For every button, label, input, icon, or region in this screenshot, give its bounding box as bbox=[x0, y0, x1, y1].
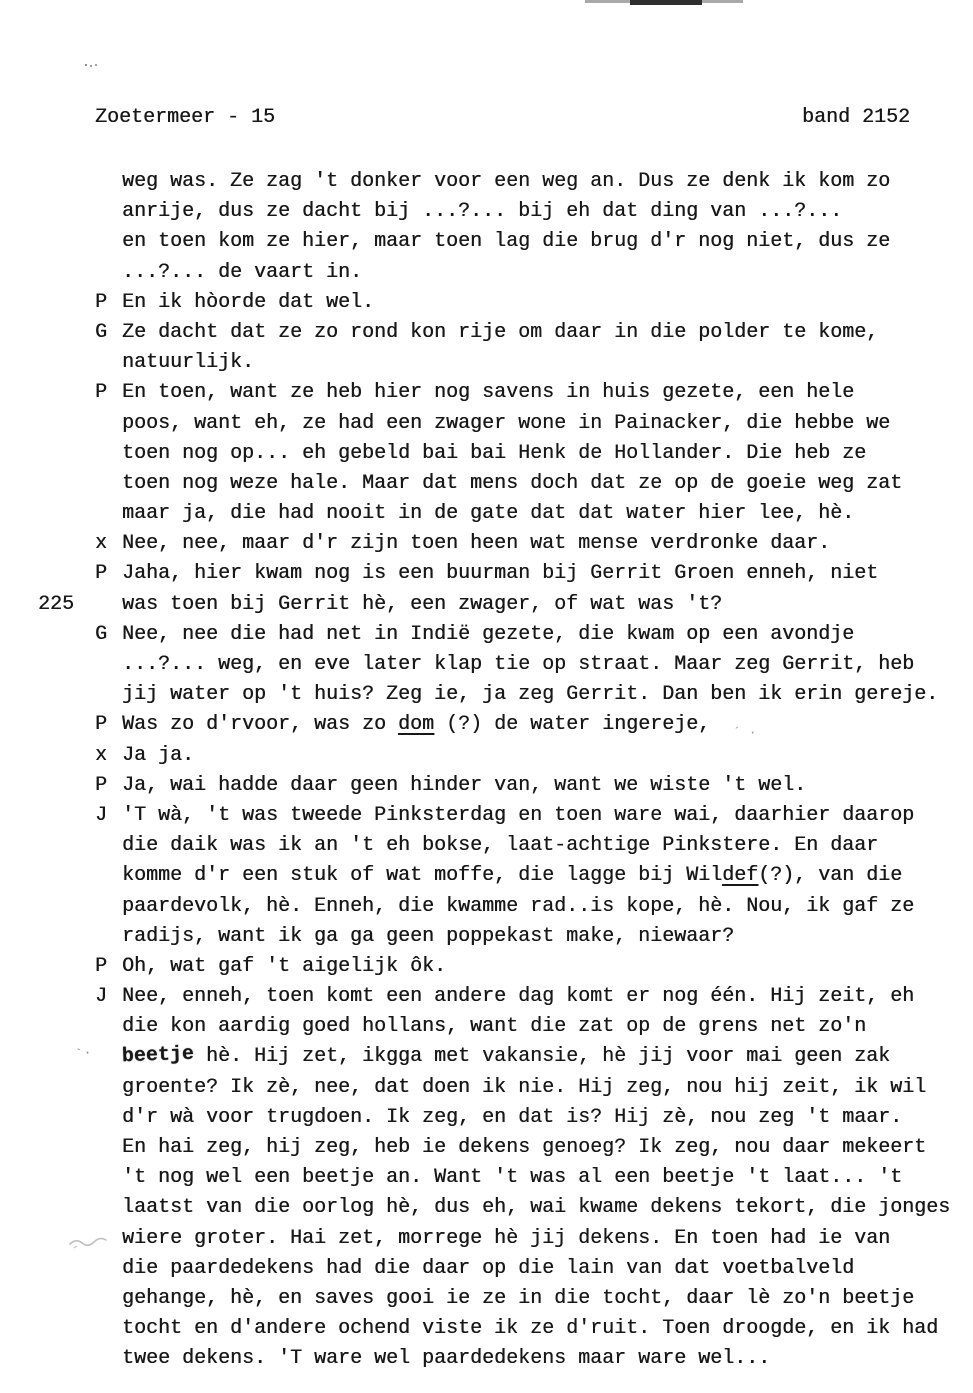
line-text bbox=[122, 288, 374, 318]
text-segment: natuurlijk. bbox=[122, 351, 255, 375]
text-segment: en toen kom ze hier, maar toen lag die brug d'r nog niet, dus ze bbox=[122, 230, 891, 254]
line-text bbox=[122, 197, 842, 227]
line-text bbox=[122, 227, 890, 257]
text-segment: 't nog wel een beetje an. Want 't was al een beetje 't laat... 't bbox=[122, 1166, 903, 1190]
transcript-line bbox=[0, 620, 973, 650]
transcript-line bbox=[0, 1163, 973, 1193]
transcript-line bbox=[0, 499, 973, 529]
transcript-line bbox=[0, 1073, 973, 1103]
line-text bbox=[122, 620, 854, 650]
speaker-label: P bbox=[95, 773, 108, 797]
transcript-line bbox=[0, 167, 973, 197]
transcript-line bbox=[0, 710, 973, 740]
transcript bbox=[0, 167, 973, 1375]
text-segment: Nee, nee, maar d'r zijn toen heen wat mense verdronke daar. bbox=[122, 532, 831, 556]
underlined-word: dom bbox=[398, 713, 435, 737]
line-text bbox=[122, 1103, 902, 1133]
transcript-line bbox=[0, 439, 973, 469]
text-segment: jij water op 't huis? Zeg ie, ja zeg Gerrit. Dan ben ik erin gereje. bbox=[122, 683, 939, 707]
line-text bbox=[122, 1284, 914, 1314]
text-segment: Ze dacht dat ze zo rond kon rije om daar in die polder te kome, bbox=[122, 320, 879, 344]
text-segment: twee dekens. 'T ware wel paardedekens maar ware wel... bbox=[122, 1347, 771, 1371]
transcript-line bbox=[0, 318, 973, 348]
line-text bbox=[122, 258, 362, 288]
text-segment: (?), van die bbox=[758, 864, 903, 888]
text-segment: die daik was ik an 't eh bokse, laat-achtige Pinkstere. En daar bbox=[122, 834, 879, 858]
text-segment: Nee, enneh, toen komt een andere dag komt er nog één. Hij zeit, eh bbox=[122, 985, 915, 1009]
transcript-line bbox=[0, 1224, 973, 1254]
line-text bbox=[122, 1042, 890, 1072]
transcript-line bbox=[0, 227, 973, 257]
text-segment: komme d'r een stuk of wat moffe, die lagge bij Wil bbox=[122, 864, 723, 888]
text-segment: Was zo d'rvoor, was zo bbox=[122, 713, 399, 737]
text-segment: hè. Hij zet, ikgga met vakansie, hè jij voor mai geen zak bbox=[194, 1045, 891, 1069]
speaker-label: P bbox=[95, 713, 108, 737]
text-segment: anrije, dus ze dacht bij ...?... bij eh dat ding van ...?... bbox=[122, 200, 843, 224]
text-segment: d'r wà voor trugdoen. Ik zeg, en dat is? Hij zè, nou zeg 't maar. bbox=[122, 1105, 903, 1129]
transcript-line bbox=[0, 1314, 973, 1344]
transcript-line bbox=[0, 680, 973, 710]
transcript-line bbox=[0, 861, 973, 891]
handwritten-word: beetje bbox=[121, 1043, 195, 1069]
line-text bbox=[122, 831, 878, 861]
text-segment: Jaha, hier kwam nog is een buurman bij Gerrit Groen enneh, niet bbox=[122, 562, 879, 586]
page-title: Zoetermeer - 15 bbox=[95, 106, 276, 129]
text-segment: wiere groter. Hai zet, morrege hè jij dekens. En toen had ie van bbox=[122, 1226, 891, 1250]
line-text bbox=[122, 1163, 902, 1193]
transcript-line bbox=[0, 1103, 973, 1133]
line-text bbox=[122, 318, 878, 348]
text-segment: was toen bij Gerrit hè, een zwager, of wat was 't? bbox=[122, 592, 723, 616]
line-text bbox=[122, 952, 446, 982]
line-text bbox=[122, 378, 854, 408]
line-text bbox=[122, 982, 914, 1012]
text-segment: maar ja, die had nooit in de gate dat dat water hier lee, hè. bbox=[122, 502, 855, 526]
text-segment: radijs, want ik ga ga geen poppekast make, niewaar? bbox=[122, 924, 735, 948]
line-text bbox=[122, 861, 902, 891]
scan-artifact-bar-dark bbox=[630, 0, 702, 5]
transcript-line bbox=[0, 288, 973, 318]
line-text bbox=[122, 1344, 770, 1374]
transcript-line bbox=[0, 1284, 973, 1314]
line-text bbox=[122, 710, 710, 740]
speaker-label: x bbox=[95, 743, 108, 767]
text-segment: Nee, nee die had net in Indië gezete, die kwam op een avondje bbox=[122, 622, 855, 646]
line-text bbox=[122, 469, 902, 499]
transcript-line bbox=[0, 1042, 973, 1072]
transcript-line bbox=[0, 922, 973, 952]
text-segment: poos, want eh, ze had een zwager wone in Painacker, die hebbe we bbox=[122, 411, 891, 435]
speaker-label: P bbox=[95, 290, 108, 314]
transcript-line bbox=[0, 258, 973, 288]
margin-line-number: 225 bbox=[38, 592, 75, 616]
text-segment: toen nog weze hale. Maar dat mens doch dat ze op de goeie weg zat bbox=[122, 471, 903, 495]
speaker-label: P bbox=[95, 954, 108, 978]
line-text bbox=[122, 741, 194, 771]
line-text bbox=[122, 801, 914, 831]
transcript-line bbox=[0, 650, 973, 680]
transcript-line bbox=[0, 831, 973, 861]
transcript-line bbox=[0, 1193, 973, 1223]
transcript-line bbox=[0, 1344, 973, 1374]
speaker-label: G bbox=[95, 320, 108, 344]
transcript-line bbox=[0, 1254, 973, 1284]
line-text bbox=[122, 680, 938, 710]
speaker-label: x bbox=[95, 532, 108, 556]
line-text bbox=[122, 439, 866, 469]
line-text bbox=[122, 559, 878, 589]
line-text bbox=[122, 1012, 866, 1042]
text-segment: toen nog op... eh gebeld bai bai Henk de Hollander. Die heb ze bbox=[122, 441, 867, 465]
text-segment: die kon aardig goed hollans, want die zat op de grens net zo'n bbox=[122, 1015, 867, 1039]
text-segment: En toen, want ze heb hier nog savens in huis gezete, een hele bbox=[122, 381, 855, 405]
transcript-line bbox=[0, 952, 973, 982]
text-segment: En hai zeg, hij zeg, heb ie dekens genoeg? Ik zeg, nou daar mekeert bbox=[122, 1136, 927, 1159]
line-text bbox=[122, 499, 854, 529]
scan-artifact-dots bbox=[85, 64, 87, 66]
transcript-line bbox=[0, 801, 973, 831]
line-text bbox=[122, 1133, 926, 1163]
line-text bbox=[122, 1254, 854, 1284]
transcript-line bbox=[0, 559, 973, 589]
text-segment: laatst van die oorlog hè, dus eh, wai kwame dekens tekort, die jonges bbox=[122, 1196, 951, 1220]
line-text bbox=[122, 1314, 938, 1344]
text-segment: En ik hòorde dat wel. bbox=[122, 290, 375, 314]
text-segment: tocht en d'andere ochend viste ik ze d'ruit. Toen droogde, en ik had bbox=[122, 1317, 939, 1341]
transcript-line bbox=[0, 590, 973, 620]
transcript-line bbox=[0, 771, 973, 801]
speaker-label: J bbox=[95, 985, 108, 1009]
line-text bbox=[122, 167, 890, 197]
transcript-line bbox=[0, 469, 973, 499]
speaker-label: P bbox=[95, 562, 108, 586]
text-segment: gehange, hè, en saves gooi ie ze in die tocht, daar lè zo'n beetje bbox=[122, 1286, 915, 1310]
transcript-line bbox=[0, 348, 973, 378]
transcript-line bbox=[0, 409, 973, 439]
line-text bbox=[122, 1073, 926, 1103]
text-segment: ...?... weg, en eve later klap tie op straat. Maar zeg Gerrit, heb bbox=[122, 653, 915, 676]
text-segment: groente? Ik zè, nee, dat doen ik nie. Hij zeg, nou hij zeit, ik wil bbox=[122, 1075, 927, 1099]
line-text bbox=[122, 771, 806, 801]
transcript-line bbox=[0, 378, 973, 408]
text-segment: die paardedekens had die daar op die lain van dat voetbalveld bbox=[122, 1256, 855, 1280]
text-segment: paardevolk, hè. Enneh, die kwamme rad..is kope, hè. Nou, ik gaf ze bbox=[122, 894, 915, 918]
speaker-label: P bbox=[95, 381, 108, 405]
line-text bbox=[122, 1224, 890, 1254]
text-segment: 'T wà, 't was tweede Pinksterdag en toen ware wai, daarhier daarop bbox=[122, 803, 915, 827]
line-text bbox=[122, 892, 914, 922]
text-segment: Ja, wai hadde daar geen hinder van, want we wiste 't wel. bbox=[122, 773, 807, 797]
underlined-word: def bbox=[722, 864, 759, 888]
line-text bbox=[122, 650, 914, 680]
transcript-line bbox=[0, 1012, 973, 1042]
text-segment: Ja ja. bbox=[122, 743, 195, 767]
scan-artifact-stray-marks: ´· bbox=[733, 725, 765, 740]
line-text bbox=[122, 590, 722, 620]
line-text bbox=[122, 348, 254, 378]
text-segment: (?) de water ingereje, bbox=[434, 713, 711, 737]
transcript-line bbox=[0, 197, 973, 227]
band-number: band 2152 bbox=[802, 106, 911, 129]
speaker-label: G bbox=[95, 622, 108, 646]
transcript-line bbox=[0, 529, 973, 559]
line-text bbox=[122, 922, 734, 952]
speaker-label: J bbox=[95, 803, 108, 827]
line-text bbox=[122, 529, 830, 559]
transcript-line bbox=[0, 982, 973, 1012]
line-text bbox=[122, 409, 890, 439]
transcript-line bbox=[0, 892, 973, 922]
text-segment: ...?... de vaart in. bbox=[122, 260, 363, 284]
scan-artifact-tick: `· bbox=[74, 1044, 93, 1063]
line-text bbox=[122, 1193, 950, 1223]
text-segment: Oh, wat gaf 't aigelijk ôk. bbox=[122, 954, 447, 978]
transcript-line bbox=[0, 1133, 973, 1163]
text-segment: weg was. Ze zag 't donker voor een weg an. Dus ze denk ik kom zo bbox=[122, 170, 891, 193]
transcript-line bbox=[0, 741, 973, 771]
